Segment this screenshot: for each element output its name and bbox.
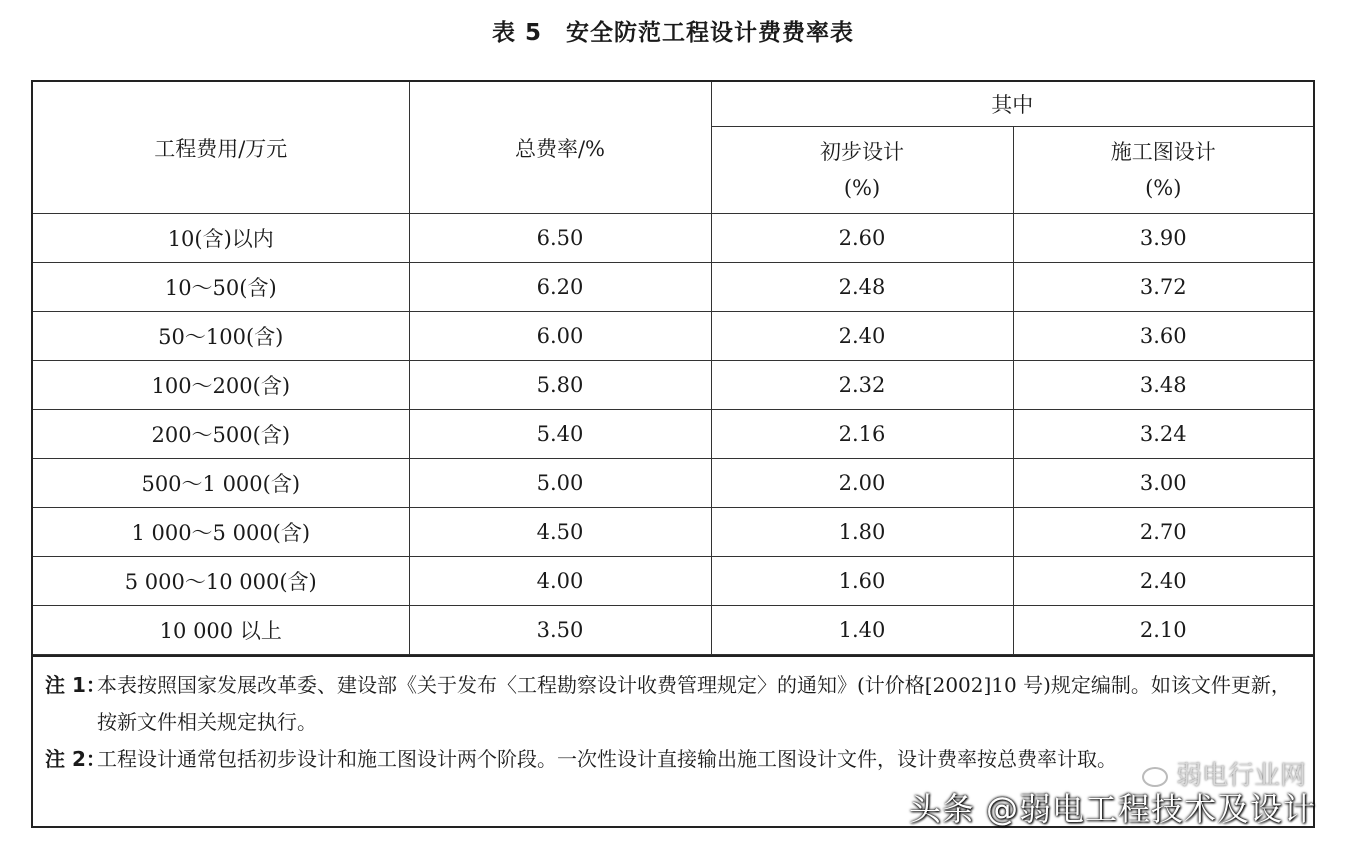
cell-construction-rate: 2.40: [1013, 557, 1313, 606]
table-row: [33, 361, 1313, 410]
cell-preliminary-rate: 2.16: [711, 410, 1013, 459]
cell-total-rate: 3.50: [409, 606, 711, 655]
cell-cost: 50～100(含): [33, 312, 409, 361]
cell-preliminary-rate: 2.00: [711, 459, 1013, 508]
cell-cost: 10～50(含): [33, 263, 409, 312]
header-construction-label: 施工图设计: [1110, 140, 1216, 164]
header-construction: [1013, 127, 1313, 214]
note-2-label: 注 2：: [45, 747, 106, 771]
header-total-rate: 总费率/%: [409, 82, 711, 214]
cell-cost: 100～200(含): [33, 361, 409, 410]
cell-total-rate: 4.50: [409, 508, 711, 557]
watermark-author: 头条 @弱电工程技术及设计: [908, 790, 1316, 828]
cell-preliminary-rate: 2.40: [711, 312, 1013, 361]
header-construction-unit: (%): [1145, 176, 1182, 200]
notes-section: [33, 655, 1313, 778]
cell-cost: 500～1 000(含): [33, 459, 409, 508]
table-row: [33, 459, 1313, 508]
note-1-label: 注 1：: [45, 673, 106, 697]
cell-preliminary-rate: 2.48: [711, 263, 1013, 312]
table-row: [33, 606, 1313, 655]
cell-cost: 1 000～5 000(含): [33, 508, 409, 557]
cell-construction-rate: 3.60: [1013, 312, 1313, 361]
cell-construction-rate: 2.10: [1013, 606, 1313, 655]
header-preliminary-unit: (%): [843, 176, 881, 200]
table-row: [33, 410, 1313, 459]
cell-cost: 10(含)以内: [33, 214, 409, 263]
cell-preliminary-rate: 1.60: [711, 557, 1013, 606]
note-1-text: 本表按照国家发展改革委、建设部《关于发布〈工程勘察设计收费管理规定〉的通知》(计价格[2002]10 号)规定编制。如该文件更新，按新文件相关规定执行。: [97, 673, 1291, 734]
note-1: [45, 667, 1297, 741]
header-preliminary: [711, 127, 1013, 214]
cell-construction-rate: 3.72: [1013, 263, 1313, 312]
table-row: [33, 508, 1313, 557]
cell-cost: 5 000～10 000(含): [33, 557, 409, 606]
table-title: 表 5 安全防范工程设计费费率表: [491, 20, 854, 46]
cell-total-rate: 4.00: [409, 557, 711, 606]
cell-total-rate: 5.80: [409, 361, 711, 410]
cell-total-rate: 5.40: [409, 410, 711, 459]
cell-construction-rate: 3.48: [1013, 361, 1313, 410]
header-cost: 工程费用/万元: [33, 82, 409, 214]
header-of-which: 其中: [711, 82, 1313, 127]
cell-construction-rate: 3.24: [1013, 410, 1313, 459]
cell-preliminary-rate: 1.80: [711, 508, 1013, 557]
cell-total-rate: 6.20: [409, 263, 711, 312]
cell-cost: 10 000 以上: [33, 606, 409, 655]
fee-rate-table-frame: [31, 80, 1315, 828]
cell-total-rate: 5.00: [409, 459, 711, 508]
cell-cost: 200～500(含): [33, 410, 409, 459]
table-row: [33, 312, 1313, 361]
fee-rate-table: [33, 82, 1313, 655]
cell-construction-rate: 3.00: [1013, 459, 1313, 508]
note-2: [45, 741, 1297, 778]
table-row: [33, 557, 1313, 606]
cell-preliminary-rate: 2.32: [711, 361, 1013, 410]
table-row: [33, 263, 1313, 312]
watermark-site-text: 弱电行业网: [1175, 761, 1306, 791]
cell-total-rate: 6.00: [409, 312, 711, 361]
cell-total-rate: 6.50: [409, 214, 711, 263]
table-row: [33, 214, 1313, 263]
note-2-text: 工程设计通常包括初步设计和施工图设计两个阶段。一次性设计直接输出施工图设计文件，设计费率按总费率计取。: [97, 747, 1117, 771]
cell-construction-rate: 2.70: [1013, 508, 1313, 557]
cell-preliminary-rate: 1.40: [711, 606, 1013, 655]
cell-construction-rate: 3.90: [1013, 214, 1313, 263]
cell-preliminary-rate: 2.60: [711, 214, 1013, 263]
header-preliminary-label: 初步设计: [820, 140, 904, 164]
